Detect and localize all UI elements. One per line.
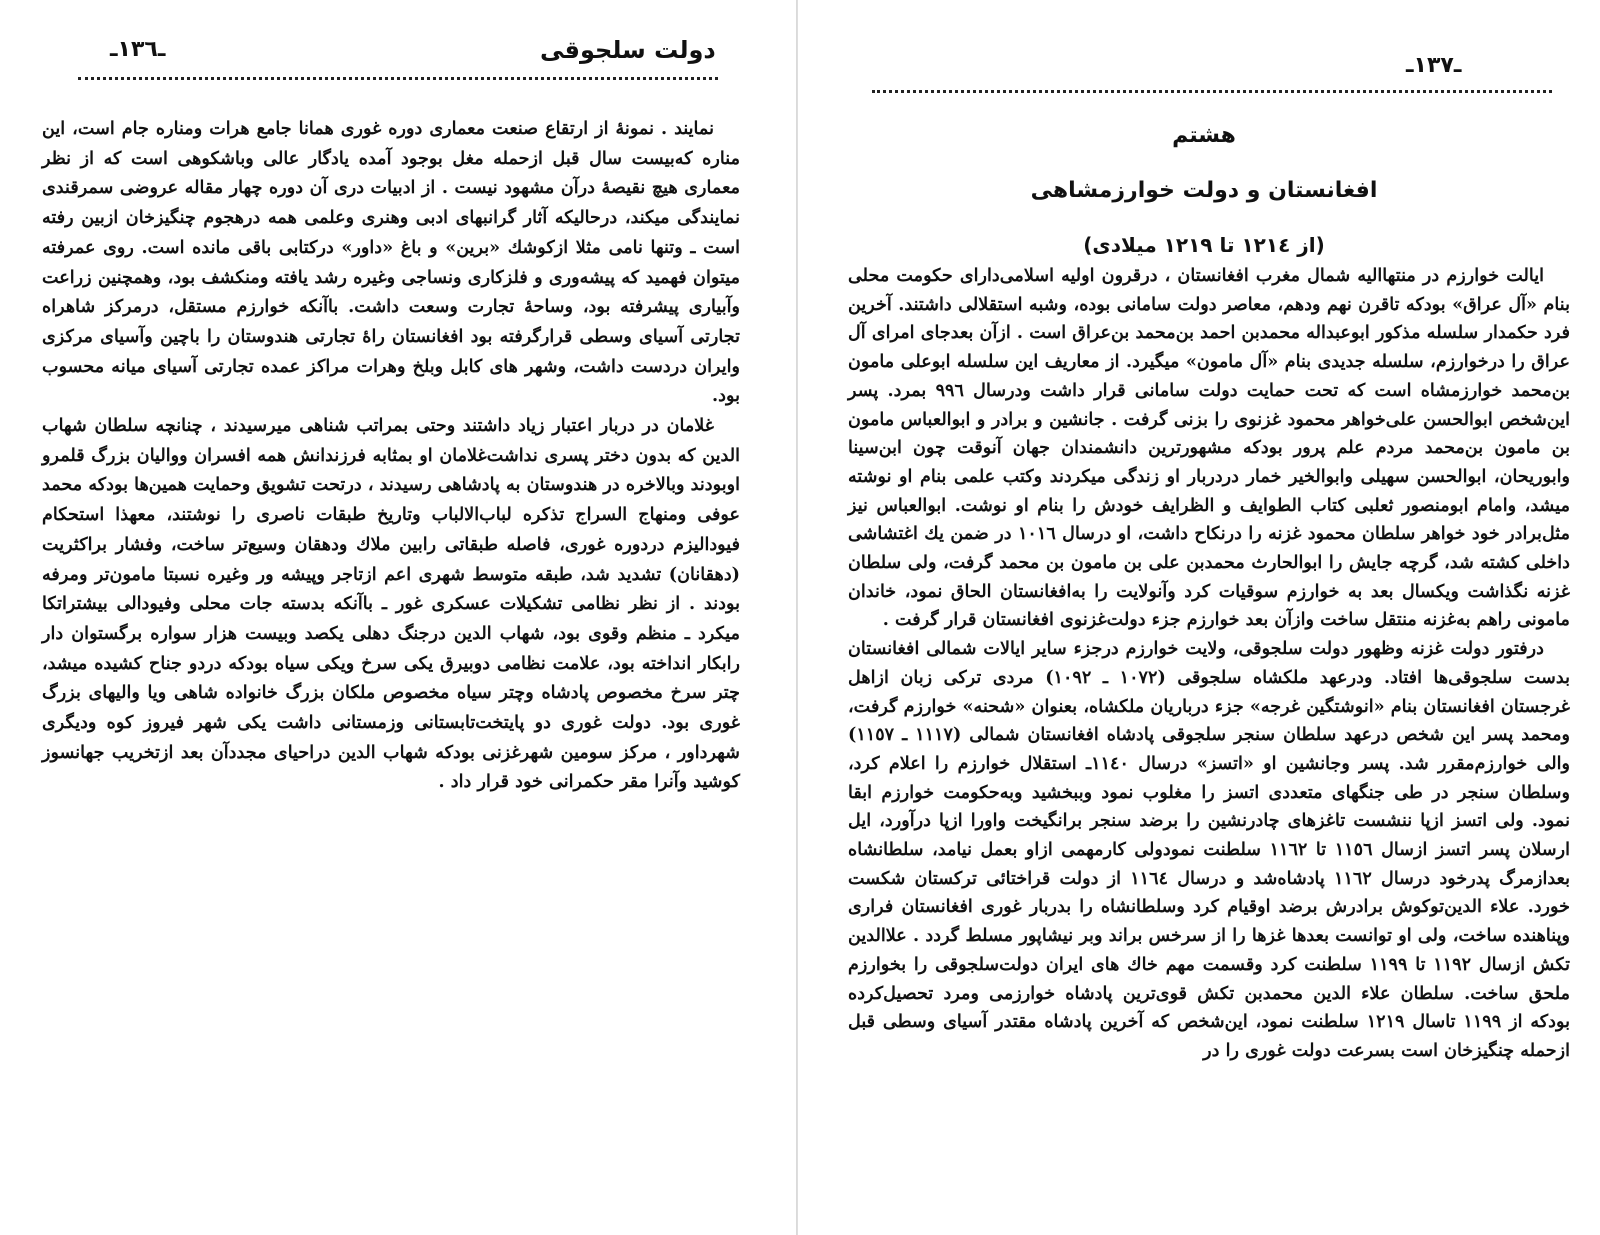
right-page-number: ـ١٣٧ـ <box>1406 53 1462 78</box>
left-page-number: ـ١٣٦ـ <box>110 37 166 62</box>
chapter-title: افغانستان و دولت خوارزمشاهی <box>1030 178 1378 203</box>
section-label: هشتم <box>1172 123 1236 148</box>
right-paragraph: درفتور دولت غزنه وظهور دولت سلجوقی، ولایت خوارزم درجزء سایر ایالات شمالی افغانستان بدست سلجوقی‌ها افتاد. ودرعهد ملکشاه سلجوقی (١٠٧٢ ـ ١٠٩٢) مردی ترکی زبان ازاهل غرجستان افغانستان بنام «انوشتگین غرجه» جزء درباریان ملکشاه، بعنوان «شحنه» خوارزم گرفت، ومحمد پسر این شخص درعهد سلطان سنجر سلجوقی پادشاه افغانستان شمالی (١١١٧ ـ ١١٥٧) والی خوارزم‌مقرر شد. پسر وجانشین او «اتسز» درسال ١١٤٠ـ استقلال خوارزم را اعلام کرد، وسلطان سنجر در طی جنگهای متعددی اتسز را مغلوب نمود وببخشید وبه‌حکومت خوارزم ابقا نمود. ولی اتسز ازپا ننشست تاغزهای چادرنشین را برضد سنجر برانگیخت واورا ازپا درآورد، ایل ارسلان پسر اتسز ازسال ١١٥٦ تا ١١٦٢ سلطنت نمودولی کارمهمی ازاو بعمل نیامد، سلطانشاه بعدازمرگ پدرخود درسال ١١٦٢ پادشاه‌شد و درسال ١١٦٤ از دولت قراختائی ترکستان شکست خورد. علاء الدین‌توکوش برادرش برضد اوقیام کرد وسلطانشاه را بدربار غوری افغانستان فراری وپناهنده ساخت، ولی او توانست بعدها غزها را از سرخس براند وبر نیشاپور مسلط گردد . علاالدین تکش ازسال ١١٩٢ تا ١١٩٩ سلطنت کرد وقسمت مهم خاك های ایران دولت‌سلجوقی را بخوارزم ملحق ساخت. سلطان علاء الدین محمدبن تکش قوی‌ترین پادشاه خوارزمی ومرد تحصیل‌کرده بودکه از ١١٩٩ تاسال ١٢١٩ سلطنت نمود، این‌شخص که آخرین پادشاه مقتدر آسیای وسطی قبل ازحمله چنگیزخان است بسرعت دولت غوری را در <box>848 638 1570 1061</box>
left-page <box>0 0 790 1235</box>
right-page <box>808 0 1600 1235</box>
left-paragraph: غلامان در دربار اعتبار زیاد داشتند وحتی بمراتب شناهی میرسیدند ، چنانچه سلطان شهاب الدین که بدون دختر پسری نداشت‌غلامان او بمثابه فرزندانش همه افسران ووالیان بزرگ قلمرو اوبودند وبالاخره در هندوستان به پادشاهی رسیدند ، درتحت تشویق وحمایت همین‌ها بودکه محمد عوفی ومنهاج السراج تذکره لباب‌الالباب وتاریخ طبقات ناصری را نوشتند، معهذا استحکام فیودالیزم دردوره غوری، فاصله طبقاتی رابین ملاك ودهقان وسیع‌تر ساخت، وفشار براکثریت (دهقانان) تشدید شد، طبقه متوسط شهری اعم ازتاجر وپیشه ور وغیره نسبتا مامون‌تر ومرفه بودند . از نظر نظامی تشکیلات عسکری غور ـ باآنکه بدسته جات محلی وفیودالی بیشتراتکا میکرد ـ منظم وقوی بود، شهاب الدین درجنگ دهلی یکصد وبیست هزار سواره برگستوان دار رابکار انداخته بود، علامت نظامی دوبیرق یکی سرخ ویکی سیاه بودکه دردو جناح کشیده میشد، چتر سرخ مخصوص پادشاه وچتر سیاه مخصوص ملکان بزرگ خانواده شاهی ویا والیهای بزرگ غوری بود. دولت غوری دو پایتخت‌تابستانی وزمستانی داشت یکی شهر فیروز کوه ودیگری شهرداور ، مرکز سومین شهرغزنی بودکه شهاب الدین دراحیای مجددآن بعد ازتخریب جهانسوز کوشید وآنرا مقر حکمرانی خود قرار داد . <box>42 415 740 793</box>
left-header-dotted-rule <box>78 77 718 80</box>
left-page-header <box>0 30 790 70</box>
book-spine-gutter <box>796 0 798 1235</box>
chapter-dates: (از ١٢١٤ تا ١٢١٩ میلادی) <box>1083 233 1325 257</box>
right-page-header <box>808 46 1600 86</box>
right-body-text <box>848 262 1570 1066</box>
right-paragraph: ایالت خوارزم در منتهاالیه شمال مغرب افغانستان ، درقرون اولیه اسلامی‌دارای حکومت محلی بنام «آل عراق» بودکه تاقرن نهم ودهم، معاصر دولت سامانی بوده، وشبه استقلالی داشتند. آخرین فرد حکمدار سلسله مذکور ابوعبداله محمدبن احمد بن‌محمد بن‌عراق است . ازآن بعدجای امرای آل عراق را درخوارزم، سلسله جدیدی بنام «آل مامون» میگیرد. از معاریف این سلسله ابوعلی مامون بن‌محمد خوارزمشاه است که تحت حمایت دولت سامانی قرار داشت ودرسال ٩٩٦ بمرد. پسر این‌شخص ابوالحسن علی‌خواهر محمود غزنوی را بزنی گرفت . جانشین و برادر و ابوالعباس مامون بن مامون بن‌محمد مردم علم پرور بودکه مشهورترین دانشمندان جهان آنوقت چون ابن‌سینا وابوریحان، ابوالحسن سهیلی وابوالخیر خمار دردربار او زندگی میکردند وکتب علمی بنام او نوشته میشد، وامام ابومنصور ثعلبی کتاب الطوایف و الظرایف خودش را بنام او نوشت. ابوالعباس نیز مثل‌برادر خود خواهر سلطان محمود غزنه را درنکاح داشت، او درسال ١٠١٦ در ضمن یك اغتشاشی داخلی کشته شد، گرچه جایش را ابوالحارث محمدبن علی بن مامون بن محمد گرفت، ولی سلطان غزنه نگذاشت ویکسال بعد به خوارزم سوقیات کرد وآنولایت را به‌افغانستان الحاق نمود، خاندان مامونی راهم به‌غزنه منتقل ساخت وازآن بعد خوارزم جزء دولت‌غزنوی افغانستان قرار گرفت . <box>848 265 1570 631</box>
right-header-dotted-rule <box>872 90 1552 93</box>
left-body-text <box>42 114 740 797</box>
left-paragraph: نمایند . نمونهٔ از ارتقاع صنعت معماری دوره غوری همانا جامع هرات ومناره جام است، این مناره که‌بیست سال قبل ازحمله مغل بوجود آمده یادگار عالی وباشکوهی است که از نظر معماری هیچ نقیصهٔ درآن مشهود نیست . از ادبیات دری آن دوره چهار مقاله عروضی سمرقندی نمایندگی میکند، درحالیکه آثار گرانبهای ادبی وهنری وعلمی همه درهجوم چنگیزخان ازبین رفته است ـ وتنها نامی مثلا ازکوشك «برین» و باغ «داور» درکتابی باقی مانده است. روی عمرفته میتوان فهمید که پیشه‌وری و فلزکاری ونساجی وغیره رشد یافته ومنکشف بود، وهمچنین زراعت وآبیاری پیشرفته بود، وساحهٔ تجارت وسعت داشت. باآنکه خوارزم مستقل، درمرکز شاهراه تجارتی آسیای وسطی قرارگرفته بود افغانستان راهٔ تجارتی هندوستان را باچین وآسیای مرکزی وایران دردست داشت، وشهر های کابل وبلخ وهرات مراکز عمده تجارتی آسیای میانه محسوب بود. <box>42 118 740 407</box>
running-title: دولت سلجوقی <box>540 36 716 64</box>
